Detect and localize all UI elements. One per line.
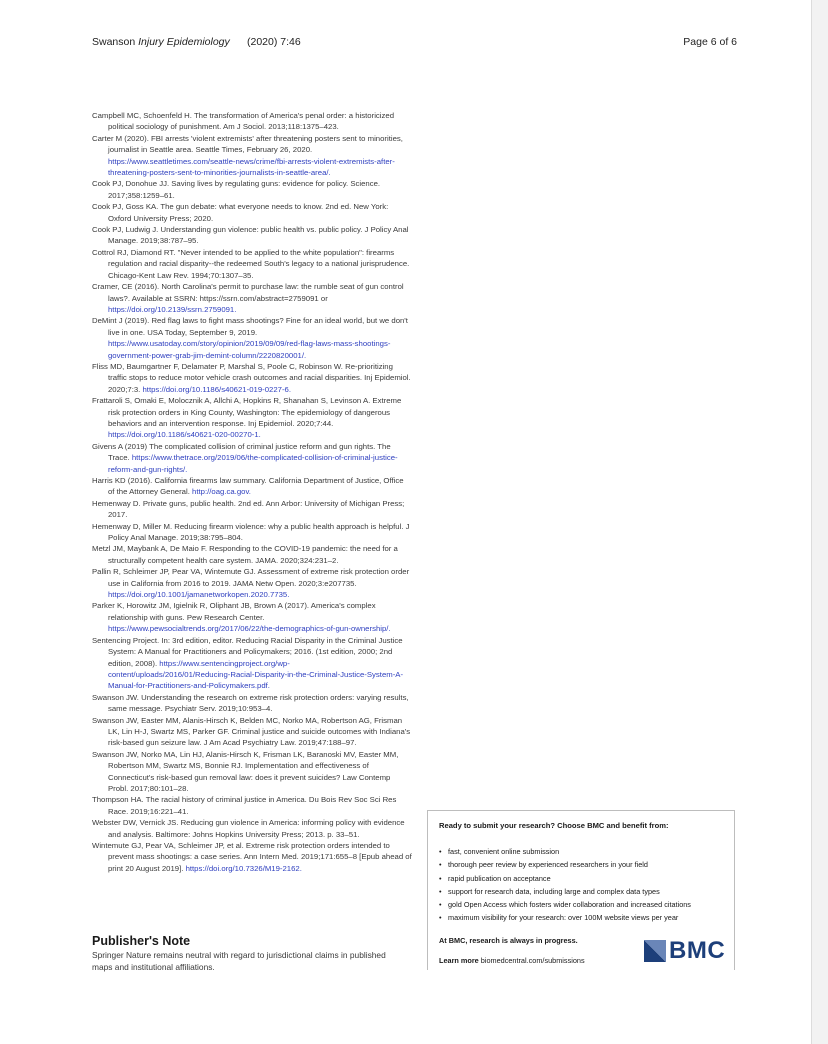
reference-link[interactable]: https://doi.org/10.1001/jamanetworkopen.2020.7735. [108, 590, 290, 600]
bmc-logo [644, 939, 730, 963]
header-journal-title: Injury Epidemiology [138, 36, 230, 48]
reference-item [92, 498, 412, 521]
reference-link[interactable]: https://www.seattletimes.com/seattle-news/crime/fbi-arrests-violent-extremists-after-threatening-posters-sent-to-minorities-journalists-in-seattle-area/. [108, 156, 395, 178]
vertical-scrollbar[interactable] [811, 0, 828, 1044]
reference-text: Fliss MD, Baumgartner F, Delamater P, Marshal S, Poole C, Robinson W. Re-prioritizing traffic stops to reduce motor vehicle crash outcomes and racial disparities. Inj Epidemiol. 2020;7:3. [92, 361, 411, 394]
reference-text: Swanson JW, Norko MA, Lin HJ, Alanis-Hirsch K, Frisman LK, Baranoski MV, Easter MM, Robertson MM, Swartz MS, Bonnie RJ. Implementation and effectiveness of Connecticut's risk-based gun removal law: does it prevent suicides? Law Contemp Probl. 2017;80:101–28. [92, 749, 399, 793]
bmc-learn-more[interactable] [439, 956, 585, 965]
publishers-note-text: Springer Nature remains neutral with regard to jurisdictional claims in published maps and institutional affiliations. [92, 950, 386, 972]
reference-item [92, 749, 412, 795]
reference-text: Hemenway D. Private guns, public health. 2nd ed. Ann Arbor: University of Michigan Press; 2017. [92, 498, 405, 520]
reference-text: Givens A (2019) The complicated collision of criminal justice reform and gun rights. The Trace. [92, 441, 391, 463]
bmc-learn-more-link[interactable]: biomedcentral.com/submissions [480, 956, 585, 965]
reference-item [92, 475, 412, 498]
reference-item [92, 840, 412, 874]
reference-item [92, 281, 412, 315]
reference-text: Metzl JM, Maybank A, De Maio F. Responding to the COVID-19 pandemic: the need for a structurally competent health care system. JAMA. 2020;324:231–2. [92, 544, 398, 565]
reference-text: Cook PJ, Goss KA. The gun debate: what everyone needs to know. 2nd ed. New York: Oxford University Press; 2020. [92, 202, 389, 223]
reference-item [92, 543, 412, 566]
reference-text: Cottrol RJ, Diamond RT. "Never intended to be applied to the white population": firearms regulation and racial disparity--the redeemed South's legacy to a national jurisprudence. Chicago-Kent Law Rev. 1994;70:1307–35. [92, 247, 410, 280]
bmc-benefit-item: • support for research data, including large and complex data types [439, 885, 691, 898]
reference-list [92, 110, 412, 874]
reference-link[interactable]: https://doi.org/10.1186/s40621-019-0227-6. [142, 384, 291, 394]
reference-text: DeMint J (2019). Red flag laws to fight mass shootings? Fine for an ideal world, but we don't live in one. USA Today, September 9, 2019. [92, 316, 408, 337]
reference-item [92, 600, 412, 634]
reference-item [92, 635, 412, 692]
reference-text: Cook PJ, Ludwig J. Understanding gun violence: public health vs. public policy. J Policy Anal Manage. 2019;38:787–95. [92, 225, 409, 246]
reference-text: Carter M (2020). FBI arrests 'violent extremists' after threatening posters sent to minorities, journalist in Seattle area. Seattle Times, February 26, 2020. [92, 133, 403, 155]
bmc-benefit-item: • thorough peer review by experienced researchers in your field [439, 858, 691, 871]
reference-link[interactable]: http://oag.ca.gov. [192, 487, 251, 497]
bmc-benefits-list [439, 845, 691, 925]
reference-text: Wintemute GJ, Pear VA, Schleimer JP, et al. Extreme risk protection orders intended to prevent mass shootings: a case series. Ann Intern Med. 2019;171:655–8 [Epub ahead of print 20 August 2019]. [92, 841, 412, 873]
reference-item [92, 794, 412, 817]
bmc-benefit-item: • gold Open Access which fosters wider collaboration and increased citations [439, 898, 691, 911]
reference-item [92, 315, 412, 361]
reference-link[interactable]: https://doi.org/10.7326/M19-2162. [185, 863, 302, 873]
reference-text: Cramer, CE (2016). North Carolina's permit to purchase law: the rumble seat of gun control laws?. Available at SSRN: https://ssrn.com/abstract=2759091 or [92, 282, 404, 303]
reference-text: Pallin R, Schleimer JP, Pear VA, Wintemute GJ. Assessment of extreme risk protection order use in California from 2016 to 2019. JAMA Netw Open. 2020;3:e207735. [92, 567, 410, 588]
reference-link[interactable]: https://www.usatoday.com/story/opinion/2019/09/09/red-flag-laws-mass-shootings-government-power-grab-jim-demint-column/2220820001/. [108, 339, 391, 360]
reference-text: Swanson JW. Understanding the research on extreme risk protection orders: varying results, same message. Psychiatr Serv. 2019;10:953–4. [92, 692, 409, 714]
reference-link[interactable]: https://www.sentencingproject.org/wp-content/uploads/2016/01/Reducing-Racial-Disparity-in-the-Criminal-Justice-System-A-Manual-for-Practitioners-and-Policymakers.pdf. [108, 658, 404, 691]
reference-text: Parker K, Horowitz JM, Igielnik R, Oliphant JB, Brown A (2017). America's complex relationship with guns. Pew Research Center. [92, 601, 376, 622]
reference-item [92, 817, 412, 840]
bmc-benefit-item: • fast, convenient online submission [439, 845, 691, 858]
reference-item [92, 224, 412, 247]
reference-text: Thompson HA. The racial history of criminal justice in America. Du Bois Rev Soc Sci Res Race. 2019;16:221–41. [92, 795, 397, 816]
reference-text: Sentencing Project. In: 3rd edition, editor. Reducing Racial Disparity in the Criminal Justice System: A Manual for Practitioners and Policymakers; 2016. (1st edition, 2000; 2nd edition, 2008). [92, 635, 403, 668]
reference-link[interactable]: https://doi.org/10.1186/s40621-020-00270-1. [108, 430, 261, 440]
reference-item [92, 201, 412, 224]
reference-text: Harris KD (2016). California firearms law summary. California Department of Justice, Office of the Attorney General. [92, 476, 404, 497]
reference-item [92, 178, 412, 201]
header-page-number: Page 6 of 6 [683, 36, 737, 48]
reference-item [92, 715, 412, 749]
bmc-logo-icon [644, 940, 666, 962]
bmc-advertisement [427, 810, 735, 970]
reference-link[interactable]: https://www.pewsocialtrends.org/2017/06/22/the-demographics-of-gun-ownership/. [108, 624, 391, 634]
bmc-logo-text: BMC [669, 937, 726, 964]
bmc-benefit-item: • rapid publication on acceptance [439, 872, 691, 885]
reference-item [92, 133, 412, 179]
reference-item [92, 566, 412, 600]
reference-text: Campbell MC, Schoenfeld H. The transformation of America's penal order: a historicized political sociology of punishment. Am J Sociol. 2013;118:1375–423. [92, 111, 395, 132]
bmc-heading: Ready to submit your research? Choose BMC and benefit from: [439, 821, 669, 830]
bmc-benefit-item: • maximum visibility for your research: over 100M website views per year [439, 911, 691, 924]
reference-item [92, 441, 412, 475]
running-header [92, 36, 737, 50]
header-journal [92, 36, 230, 48]
bmc-progress-text: At BMC, research is always in progress. [439, 936, 578, 945]
reference-item [92, 692, 412, 715]
reference-item [92, 247, 412, 281]
reference-item [92, 521, 412, 544]
reference-item [92, 395, 412, 441]
reference-text: Webster DW, Vernick JS. Reducing gun violence in America: informing policy with evidence and analysis. Baltimore: Johns Hopkins University Press; 2013. p. 33–51. [92, 818, 405, 839]
bmc-learn-more-label: Learn more [439, 956, 479, 965]
reference-link[interactable]: https://www.thetrace.org/2019/06/the-complicated-collision-of-criminal-justice-reform-and-gun-rights/. [108, 453, 398, 474]
header-volume: (2020) 7:46 [247, 36, 301, 48]
reference-item [92, 110, 412, 133]
reference-text: Cook PJ, Donohue JJ. Saving lives by regulating guns: evidence for policy. Science. 2017;358:1259–61. [92, 179, 381, 200]
reference-text: Frattaroli S, Omaki E, Molocznik A, Allchi A, Hopkins R, Shanahan S, Levinson A. Extreme risk protection orders in King County, Washington: The epidemiology of dangerous behaviors and an intervention response. Inj Epidemiol. 2020;7:44. [92, 396, 402, 428]
reference-link[interactable]: https://doi.org/10.2139/ssrn.2759091. [108, 304, 237, 314]
publishers-note-title: Publisher's Note [92, 934, 191, 948]
header-author: Swanson [92, 36, 136, 48]
reference-text: Swanson JW, Easter MM, Alanis-Hirsch K, Belden MC, Norko MA, Robertson AG, Frisman LK, Lin H-J, Swartz MS, Parker GF. Criminal justice and suicide outcomes with Indiana's risk-based gun seizure law. J Am Acad Psychiatry Law. 2019;47:188–97. [92, 715, 411, 748]
reference-text: Hemenway D, Miller M. Reducing firearm violence: why a public health approach is helpful. J Policy Anal Manage. 2019;38:795–804. [92, 521, 410, 543]
reference-item [92, 361, 412, 395]
